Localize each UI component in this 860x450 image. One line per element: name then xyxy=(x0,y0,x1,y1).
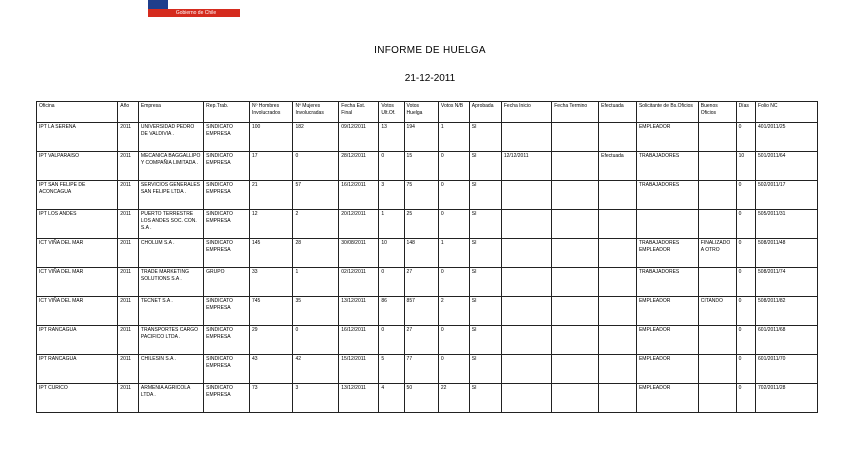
column-header: Votos N/B xyxy=(438,102,469,123)
cell-dias: 0 xyxy=(736,268,755,297)
table-row xyxy=(37,181,818,210)
column-header: Rep.Trab. xyxy=(204,102,250,123)
cell-hombres: 33 xyxy=(249,268,293,297)
cell-fecha-final: 16/12/2011 xyxy=(339,326,379,355)
cell-votos-nb: 0 xyxy=(438,152,469,181)
cell-buenos-oficios xyxy=(698,152,736,181)
cell-votos-huelga: 25 xyxy=(404,210,438,239)
cell-rep-trab: SINDICATO EMPRESA xyxy=(204,355,250,384)
cell-empresa: PUERTO TERRESTRE LOS ANDES SOC. CON. S.A . xyxy=(138,210,203,239)
cell-efectuada xyxy=(599,123,637,152)
table-row xyxy=(37,152,818,181)
cell-votos-ult: 1 xyxy=(379,210,404,239)
cell-folio: 601/2011/68 xyxy=(756,326,818,355)
cell-aprobada: SI xyxy=(469,210,501,239)
cell-solicitante: TRABAJADORES xyxy=(636,268,698,297)
cell-fecha-final: 02/12/2011 xyxy=(339,268,379,297)
cell-fecha-inicio xyxy=(501,297,551,326)
cell-aprobada: SI xyxy=(469,268,501,297)
cell-rep-trab: SINDICATO EMPRESA xyxy=(204,239,250,268)
cell-votos-ult: 4 xyxy=(379,384,404,413)
cell-oficina: IPT LOS ANDES xyxy=(37,210,118,239)
cell-mujeres: 0 xyxy=(293,152,339,181)
cell-rep-trab: SINDICATO EMPRESA xyxy=(204,123,250,152)
cell-fecha-final: 15/12/2011 xyxy=(339,355,379,384)
cell-empresa: MECANICA BAGGALLIPO Y COMPAÑIA LIMITADA . xyxy=(138,152,203,181)
cell-fecha-final: 09/12/2011 xyxy=(339,123,379,152)
cell-efectuada xyxy=(599,268,637,297)
cell-votos-huelga: 148 xyxy=(404,239,438,268)
cell-efectuada: Efectuada xyxy=(599,152,637,181)
cell-solicitante: EMPLEADOR xyxy=(636,384,698,413)
cell-dias: 0 xyxy=(736,181,755,210)
cell-efectuada xyxy=(599,210,637,239)
column-header: Efectuada xyxy=(599,102,637,123)
cell-aprobada: SI xyxy=(469,239,501,268)
cell-mujeres: 0 xyxy=(293,326,339,355)
table-row xyxy=(37,239,818,268)
cell-anio: 2011 xyxy=(118,297,139,326)
cell-votos-nb: 22 xyxy=(438,384,469,413)
cell-buenos-oficios xyxy=(698,384,736,413)
table-row xyxy=(37,297,818,326)
cell-folio: 702/2011/28 xyxy=(756,384,818,413)
cell-fecha-final: 30/08/2011 xyxy=(339,239,379,268)
cell-mujeres: 35 xyxy=(293,297,339,326)
cell-hombres: 21 xyxy=(249,181,293,210)
table-row xyxy=(37,355,818,384)
cell-fecha-termino xyxy=(552,181,599,210)
cell-folio: 501/2011/64 xyxy=(756,152,818,181)
cell-fecha-inicio: 12/12/2011 xyxy=(501,152,551,181)
cell-oficina: ICT VIÑA DEL MAR xyxy=(37,297,118,326)
column-header: Año xyxy=(118,102,139,123)
cell-oficina: IPT LA SERENA xyxy=(37,123,118,152)
cell-votos-nb: 0 xyxy=(438,181,469,210)
cell-hombres: 100 xyxy=(249,123,293,152)
cell-dias: 0 xyxy=(736,384,755,413)
column-header: Buenos Oficios xyxy=(698,102,736,123)
cell-solicitante: EMPLEADOR xyxy=(636,123,698,152)
cell-buenos-oficios xyxy=(698,210,736,239)
cell-fecha-inicio xyxy=(501,268,551,297)
cell-votos-ult: 5 xyxy=(379,355,404,384)
table-row xyxy=(37,326,818,355)
cell-empresa: TECNET S.A . xyxy=(138,297,203,326)
cell-aprobada: SI xyxy=(469,181,501,210)
cell-fecha-termino xyxy=(552,210,599,239)
cell-folio: 502/2011/17 xyxy=(756,181,818,210)
cell-rep-trab: SINDICATO EMPRESA xyxy=(204,384,250,413)
cell-buenos-oficios xyxy=(698,355,736,384)
cell-hombres: 17 xyxy=(249,152,293,181)
logo-white-block xyxy=(168,0,240,9)
cell-efectuada xyxy=(599,297,637,326)
cell-buenos-oficios xyxy=(698,123,736,152)
cell-votos-ult: 3 xyxy=(379,181,404,210)
cell-anio: 2011 xyxy=(118,239,139,268)
cell-votos-huelga: 77 xyxy=(404,355,438,384)
cell-empresa: CHOLUM S.A . xyxy=(138,239,203,268)
cell-anio: 2011 xyxy=(118,210,139,239)
cell-folio: 505/2011/31 xyxy=(756,210,818,239)
cell-votos-huelga: 15 xyxy=(404,152,438,181)
cell-hombres: 745 xyxy=(249,297,293,326)
cell-aprobada: SI xyxy=(469,355,501,384)
cell-dias: 0 xyxy=(736,326,755,355)
cell-votos-ult: 0 xyxy=(379,152,404,181)
cell-aprobada: SI xyxy=(469,123,501,152)
cell-hombres: 12 xyxy=(249,210,293,239)
table-row xyxy=(37,384,818,413)
cell-folio: 508/2011/48 xyxy=(756,239,818,268)
cell-rep-trab: SINDICATO EMPRESA xyxy=(204,210,250,239)
cell-votos-nb: 2 xyxy=(438,297,469,326)
table-header-row xyxy=(37,102,818,123)
cell-dias: 10 xyxy=(736,152,755,181)
cell-folio: 508/2011/82 xyxy=(756,297,818,326)
cell-fecha-inicio xyxy=(501,384,551,413)
cell-mujeres: 3 xyxy=(293,384,339,413)
cell-mujeres: 57 xyxy=(293,181,339,210)
cell-efectuada xyxy=(599,181,637,210)
cell-folio: 401/2011/25 xyxy=(756,123,818,152)
government-logo xyxy=(148,0,240,16)
cell-solicitante: TRABAJADORES xyxy=(636,181,698,210)
cell-anio: 2011 xyxy=(118,355,139,384)
cell-hombres: 73 xyxy=(249,384,293,413)
cell-empresa: CHILESIN S.A . xyxy=(138,355,203,384)
cell-mujeres: 182 xyxy=(293,123,339,152)
cell-buenos-oficios xyxy=(698,268,736,297)
cell-hombres: 43 xyxy=(249,355,293,384)
cell-fecha-final: 13/12/2011 xyxy=(339,384,379,413)
cell-votos-ult: 10 xyxy=(379,239,404,268)
column-header: Nº Mujeres Involucradas xyxy=(293,102,339,123)
cell-votos-huelga: 27 xyxy=(404,326,438,355)
table-row xyxy=(37,123,818,152)
cell-votos-nb: 0 xyxy=(438,210,469,239)
cell-efectuada xyxy=(599,384,637,413)
cell-rep-trab: SINDICATO EMPRESA xyxy=(204,181,250,210)
cell-oficina: IPT RANCAGUA xyxy=(37,355,118,384)
cell-solicitante: EMPLEADOR xyxy=(636,355,698,384)
cell-fecha-final: 28/12/2011 xyxy=(339,152,379,181)
cell-fecha-inicio xyxy=(501,326,551,355)
cell-oficina: IPT CURICO xyxy=(37,384,118,413)
cell-oficina: IPT SAN FELIPE DE ACONCAGUA xyxy=(37,181,118,210)
cell-efectuada xyxy=(599,239,637,268)
cell-aprobada: SI xyxy=(469,384,501,413)
column-header: Fecha Termino xyxy=(552,102,599,123)
cell-folio: 601/2011/70 xyxy=(756,355,818,384)
column-header: Fecha Est. Final xyxy=(339,102,379,123)
cell-solicitante: TRABAJADORES EMPLEADOR xyxy=(636,239,698,268)
column-header: Oficina xyxy=(37,102,118,123)
cell-buenos-oficios xyxy=(698,326,736,355)
cell-empresa: UNIVERSIDAD PEDRO DE VALDIVIA . xyxy=(138,123,203,152)
cell-mujeres: 42 xyxy=(293,355,339,384)
cell-votos-ult: 13 xyxy=(379,123,404,152)
report-title: INFORME DE HUELGA xyxy=(374,45,486,56)
cell-votos-huelga: 27 xyxy=(404,268,438,297)
cell-fecha-termino xyxy=(552,152,599,181)
cell-votos-ult: 86 xyxy=(379,297,404,326)
cell-fecha-final: 20/12/2011 xyxy=(339,210,379,239)
cell-fecha-inicio xyxy=(501,355,551,384)
logo-blue-block xyxy=(148,0,168,9)
cell-fecha-inicio xyxy=(501,123,551,152)
cell-votos-huelga: 75 xyxy=(404,181,438,210)
logo-text: Gobierno de Chile xyxy=(175,10,217,16)
column-header: Votos Huelga xyxy=(404,102,438,123)
cell-fecha-termino xyxy=(552,239,599,268)
cell-solicitante xyxy=(636,210,698,239)
cell-anio: 2011 xyxy=(118,326,139,355)
cell-fecha-termino xyxy=(552,297,599,326)
cell-mujeres: 28 xyxy=(293,239,339,268)
column-header: Fecha Inicio xyxy=(501,102,551,123)
cell-fecha-termino xyxy=(552,123,599,152)
cell-mujeres: 1 xyxy=(293,268,339,297)
cell-votos-nb: 0 xyxy=(438,355,469,384)
cell-rep-trab: SINDICATO EMPRESA xyxy=(204,152,250,181)
cell-empresa: TRANSPORTES CARGO PACIFICO LTDA . xyxy=(138,326,203,355)
cell-oficina: IPT VALPARAISO xyxy=(37,152,118,181)
cell-hombres: 145 xyxy=(249,239,293,268)
strike-report-table xyxy=(36,101,818,413)
cell-oficina: ICT VIÑA DEL MAR xyxy=(37,239,118,268)
cell-buenos-oficios: FINALIZADO A OTRO xyxy=(698,239,736,268)
cell-votos-nb: 1 xyxy=(438,123,469,152)
cell-solicitante: TRABAJADORES xyxy=(636,152,698,181)
cell-buenos-oficios xyxy=(698,181,736,210)
cell-dias: 0 xyxy=(736,297,755,326)
cell-buenos-oficios: CITANDO xyxy=(698,297,736,326)
cell-empresa: TRADE MARKETING SOLUTIONS S.A . xyxy=(138,268,203,297)
cell-rep-trab: GRUPO xyxy=(204,268,250,297)
cell-solicitante: EMPLEADOR xyxy=(636,326,698,355)
cell-fecha-termino xyxy=(552,384,599,413)
cell-dias: 0 xyxy=(736,123,755,152)
cell-oficina: IPT RANCAGUA xyxy=(37,326,118,355)
cell-folio: 508/2011/74 xyxy=(756,268,818,297)
cell-fecha-inicio xyxy=(501,239,551,268)
cell-fecha-termino xyxy=(552,268,599,297)
cell-votos-ult: 0 xyxy=(379,268,404,297)
cell-efectuada xyxy=(599,355,637,384)
column-header: Votos Ult.Of. xyxy=(379,102,404,123)
cell-dias: 0 xyxy=(736,210,755,239)
cell-fecha-final: 13/12/2011 xyxy=(339,297,379,326)
column-header: Nº Hombres Involucrados xyxy=(249,102,293,123)
cell-fecha-termino xyxy=(552,326,599,355)
cell-empresa: SERVICIOS GENERALES SAN FELIPE LTDA . xyxy=(138,181,203,210)
cell-dias: 0 xyxy=(736,239,755,268)
cell-fecha-termino xyxy=(552,355,599,384)
report-date: 21-12-2011 xyxy=(404,73,456,84)
table-row xyxy=(37,210,818,239)
cell-mujeres: 2 xyxy=(293,210,339,239)
table-row xyxy=(37,268,818,297)
column-header: Folio NC xyxy=(756,102,818,123)
cell-votos-huelga: 194 xyxy=(404,123,438,152)
cell-aprobada: SI xyxy=(469,326,501,355)
cell-rep-trab: SINDICATO EMPRESA xyxy=(204,297,250,326)
cell-votos-huelga: 50 xyxy=(404,384,438,413)
cell-fecha-final: 16/12/2011 xyxy=(339,181,379,210)
cell-hombres: 29 xyxy=(249,326,293,355)
cell-anio: 2011 xyxy=(118,181,139,210)
cell-fecha-inicio xyxy=(501,210,551,239)
cell-anio: 2011 xyxy=(118,123,139,152)
column-header: Aprobada xyxy=(469,102,501,123)
cell-votos-nb: 0 xyxy=(438,268,469,297)
cell-rep-trab: SINDICATO EMPRESA xyxy=(204,326,250,355)
cell-efectuada xyxy=(599,326,637,355)
cell-aprobada: SI xyxy=(469,152,501,181)
cell-anio: 2011 xyxy=(118,384,139,413)
cell-fecha-inicio xyxy=(501,181,551,210)
cell-anio: 2011 xyxy=(118,268,139,297)
column-header: Solicitante de Bs.Oficios xyxy=(636,102,698,123)
cell-empresa: ARMENIA AGRICOLA LTDA . xyxy=(138,384,203,413)
cell-oficina: ICT VIÑA DEL MAR xyxy=(37,268,118,297)
cell-votos-nb: 0 xyxy=(438,326,469,355)
column-header: Empresa xyxy=(138,102,203,123)
cell-votos-huelga: 857 xyxy=(404,297,438,326)
column-header: Días xyxy=(736,102,755,123)
cell-anio: 2011 xyxy=(118,152,139,181)
cell-votos-ult: 0 xyxy=(379,326,404,355)
cell-dias: 0 xyxy=(736,355,755,384)
cell-aprobada: SI xyxy=(469,297,501,326)
cell-solicitante: EMPLEADOR xyxy=(636,297,698,326)
cell-votos-nb: 1 xyxy=(438,239,469,268)
